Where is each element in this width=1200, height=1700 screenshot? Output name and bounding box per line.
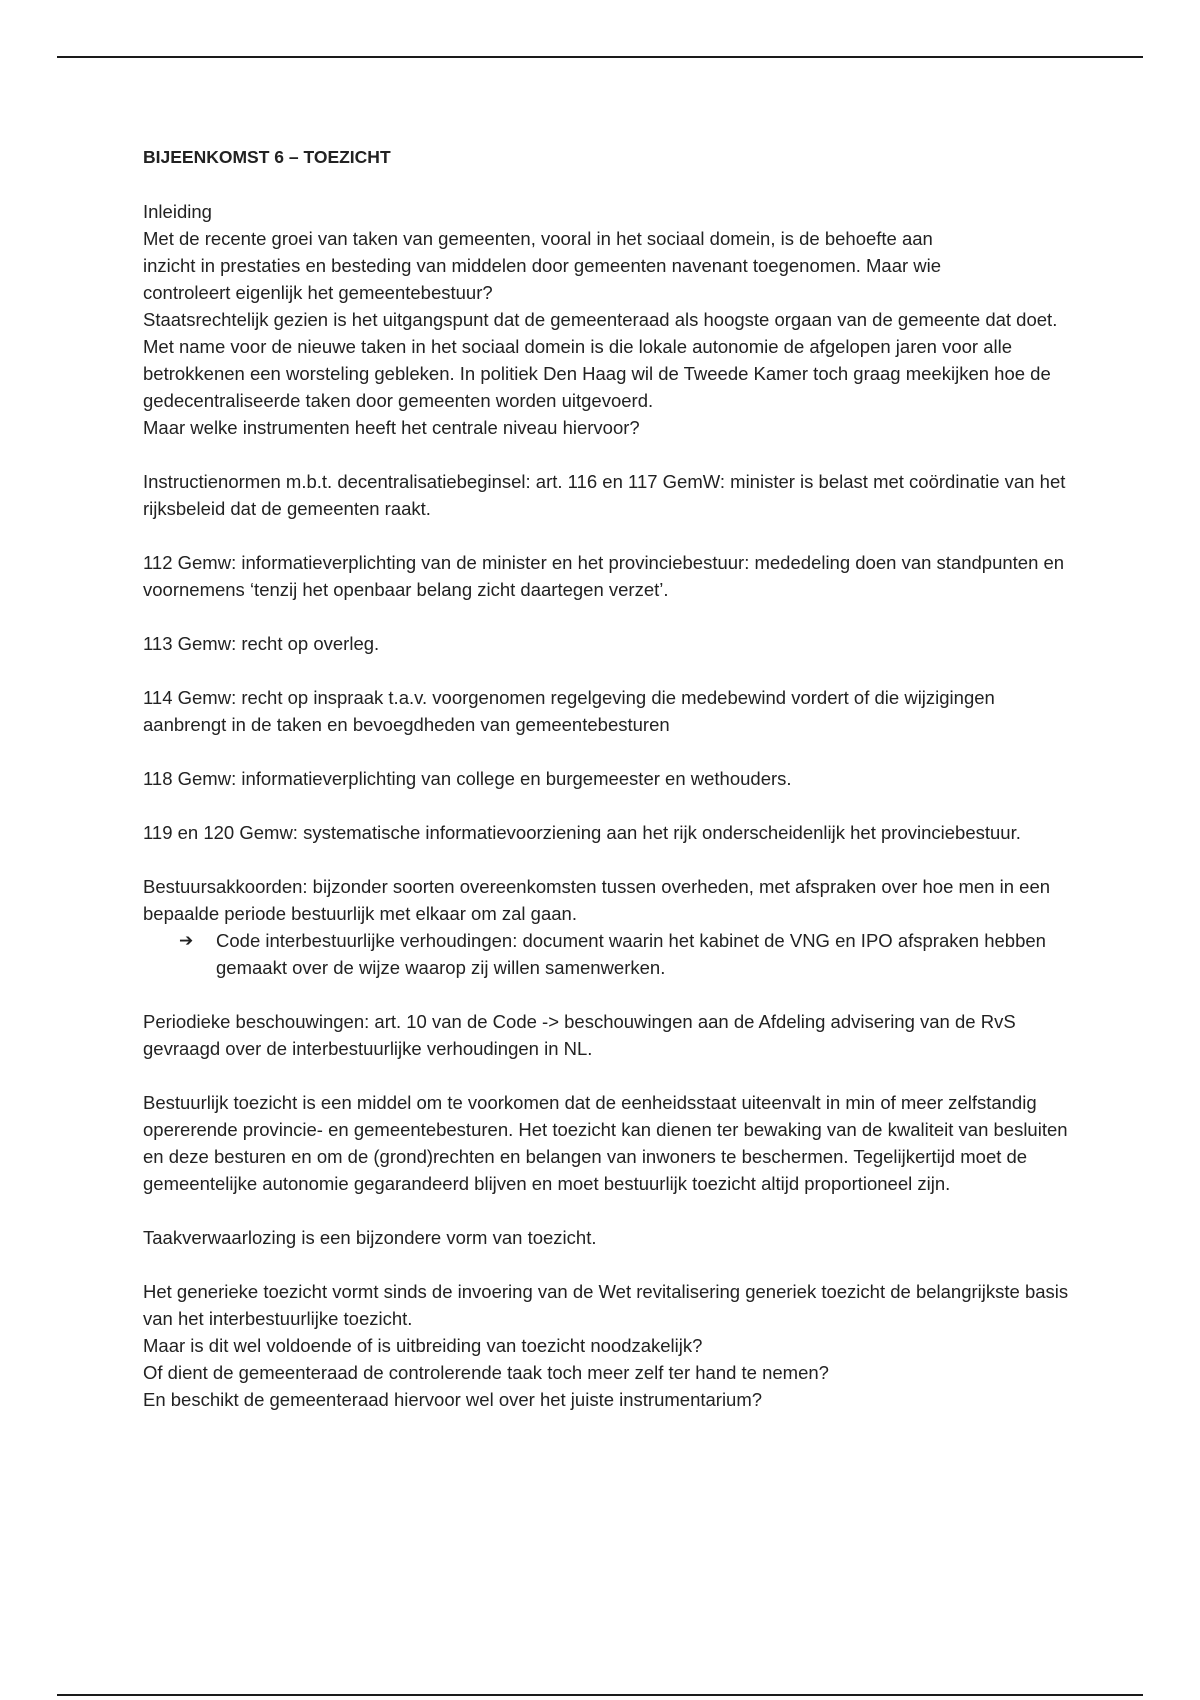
intro-heading: Inleiding xyxy=(143,201,212,222)
intro-paragraph-3: Maar welke instrumenten heeft het centrale niveau hiervoor? xyxy=(143,417,640,438)
bullet-text: Code interbestuurlijke verhoudingen: document waarin het kabinet de VNG en IPO afspraken hebben gemaakt over de wijze waarop zij willen samenwerken. xyxy=(216,930,1046,978)
paragraph-art-112: 112 Gemw: informatieverplichting van de minister en het provinciebestuur: mededeling doen van standpunten en voornemens ‘tenzij het openbaar belang zicht daartegen verzet’. xyxy=(143,552,1065,600)
intro-paragraph-2: Staatsrechtelijk gezien is het uitgangspunt dat de gemeenteraad als hoogste orgaan van de gemeente dat doet. Met name voor de nieuwe taken in het sociaal domein is die lokale autonomie de afgelopen jaren voor alle betrokkenen een worsteling gebleken. In politiek Den Haag wil de Tweede Kamer toch graag meekijken hoe de gedecentraliseerde taken door gemeenten worden uitgevoerd. xyxy=(143,309,1058,411)
bullet-code-interbestuurlijk xyxy=(143,927,1083,981)
question-voldoende: Maar is dit wel voldoende of is uitbreiding van toezicht noodzakelijk? xyxy=(143,1335,703,1356)
paragraph-instructienormen: Instructienormen m.b.t. decentralisatiebeginsel: art. 116 en 117 GemW: minister is belast met coördinatie van het rijksbeleid dat de gemeenten raakt. xyxy=(143,471,1066,519)
paragraph-bestuurlijk-toezicht: Bestuurlijk toezicht is een middel om te voorkomen dat de eenheidsstaat uiteenvalt in min of meer zelfstandig opererende provincie- en gemeentebesturen. Het toezicht kan dienen ter bewaking van de kwaliteit van besluiten en deze besturen en om de (grond)rechten en belangen van inwoners te beschermen. Tegelijkertijd moet de gemeentelijke autonomie gegarandeerd blijven en moet bestuurlijk toezicht altijd proportioneel zijn. xyxy=(143,1092,1068,1194)
paragraph-periodieke-beschouwingen: Periodieke beschouwingen: art. 10 van de Code -> beschouwingen aan de Afdeling advisering van de RvS gevraagd over de interbestuurlijke verhoudingen in NL. xyxy=(143,1011,1016,1059)
question-gemeenteraad-taak: Of dient de gemeenteraad de controlerende taak toch meer zelf ter hand te nemen? xyxy=(143,1362,829,1383)
arrow-right-icon: ➔ xyxy=(179,931,194,950)
question-instrumentarium: En beschikt de gemeenteraad hiervoor wel over het juiste instrumentarium? xyxy=(143,1389,763,1410)
paragraph-art-114: 114 Gemw: recht op inspraak t.a.v. voorgenomen regelgeving die medebewind vordert of die wijzigingen aanbrengt in de taken en bevoegdheden van gemeentebesturen xyxy=(143,687,995,735)
paragraph-art-113: 113 Gemw: recht op overleg. xyxy=(143,633,380,654)
bottom-rule xyxy=(57,1694,1143,1696)
intro-paragraph-1: Met de recente groei van taken van gemeenten, vooral in het sociaal domein, is de behoefte aan inzicht in prestaties en besteding van middelen door gemeenten navenant toegenomen. Maar wie controleert eigenlijk het gemeentebestuur? xyxy=(143,228,942,303)
paragraph-bestuursakkoorden: Bestuursakkoorden: bijzonder soorten overeenkomsten tussen overheden, met afspraken over hoe men in een bepaalde periode bestuurlijk met elkaar om zal gaan. xyxy=(143,876,1051,924)
paragraph-taakverwaarlozing: Taakverwaarlozing is een bijzondere vorm van toezicht. xyxy=(143,1227,597,1248)
paragraph-art-118: 118 Gemw: informatieverplichting van college en burgemeester en wethouders. xyxy=(143,768,792,789)
top-rule xyxy=(57,56,1143,58)
document-body xyxy=(143,144,1083,1413)
paragraph-art-119-120: 119 en 120 Gemw: systematische informatievoorziening aan het rijk onderscheidenlijk het provinciebestuur. xyxy=(143,822,1021,843)
paragraph-generiek-toezicht: Het generieke toezicht vormt sinds de invoering van de Wet revitalisering generiek toezicht de belangrijkste basis van het interbestuurlijke toezicht. xyxy=(143,1281,1069,1329)
document-title: BIJEENKOMST 6 – TOEZICHT xyxy=(143,147,391,167)
